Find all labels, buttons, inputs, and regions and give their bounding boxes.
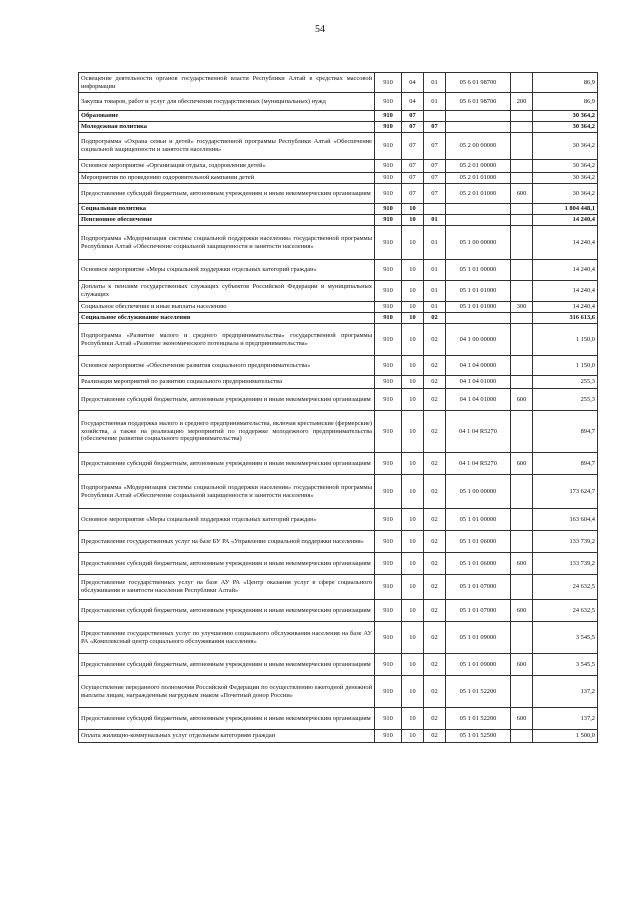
row-name: Предоставление субсидий бюджетным, автономным учреждениям и иным некоммерческим организациям xyxy=(79,654,375,676)
row-gr-code: 910 xyxy=(375,356,402,376)
row-sum: 24 632,5 xyxy=(533,575,598,600)
row-sum: 1 150,0 xyxy=(533,356,598,376)
row-vr-code xyxy=(511,376,533,389)
row-sum: 14 240,4 xyxy=(533,215,598,226)
row-pr-code: 02 xyxy=(424,654,446,676)
row-gr-code: 910 xyxy=(375,708,402,730)
row-cs-code xyxy=(446,215,511,226)
row-cs-code: 04 1 04 01000 xyxy=(446,376,511,389)
row-vr-code: 600 xyxy=(511,708,533,730)
row-rz-code: 10 xyxy=(402,475,424,509)
row-vr-code xyxy=(511,215,533,226)
row-cs-code: 05 6 01 98700 xyxy=(446,93,511,111)
row-sum: 894,7 xyxy=(533,453,598,475)
row-sum: 255,3 xyxy=(533,389,598,411)
row-cs-code: 05 1 01 52200 xyxy=(446,676,511,708)
row-pr-code: 02 xyxy=(424,509,446,531)
row-rz-code: 10 xyxy=(402,600,424,622)
row-rz-code: 07 xyxy=(402,122,424,133)
row-vr-code xyxy=(511,313,533,324)
row-pr-code: 01 xyxy=(424,93,446,111)
row-sum: 86,9 xyxy=(533,73,598,93)
row-name: Подпрограмма «Модернизация системы социальной поддержки населения» государственной программы Республики Алтай «Обеспечение социальной защищенности и занятости населения» xyxy=(79,475,375,509)
row-cs-code: 05 2 00 00000 xyxy=(446,133,511,160)
row-rz-code: 10 xyxy=(402,204,424,215)
row-cs-code: 05 1 00 00000 xyxy=(446,475,511,509)
row-name: Предоставление субсидий бюджетным, автономным учреждениям и иным некоммерческим организациям xyxy=(79,708,375,730)
row-cs-code: 05 1 01 01000 xyxy=(446,281,511,302)
row-vr-code: 300 xyxy=(511,302,533,313)
row-vr-code xyxy=(511,122,533,133)
row-vr-code xyxy=(511,575,533,600)
row-gr-code: 910 xyxy=(375,553,402,575)
row-pr-code: 01 xyxy=(424,226,446,260)
row-gr-code: 910 xyxy=(375,389,402,411)
row-vr-code xyxy=(511,111,533,122)
row-cs-code: 05 1 01 07000 xyxy=(446,575,511,600)
row-vr-code xyxy=(511,475,533,509)
row-sum: 24 632,5 xyxy=(533,600,598,622)
row-pr-code: 01 xyxy=(424,73,446,93)
row-gr-code: 910 xyxy=(375,600,402,622)
row-cs-code: 05 1 01 09000 xyxy=(446,654,511,676)
row-cs-code: 04 1 04 R5270 xyxy=(446,453,511,475)
row-sum: 163 604,4 xyxy=(533,509,598,531)
row-rz-code: 07 xyxy=(402,160,424,173)
table-row xyxy=(79,654,598,676)
row-gr-code: 910 xyxy=(375,184,402,204)
row-cs-code xyxy=(446,204,511,215)
row-cs-code: 05 1 01 52200 xyxy=(446,708,511,730)
row-pr-code: 02 xyxy=(424,676,446,708)
row-gr-code: 910 xyxy=(375,215,402,226)
page-number: 54 xyxy=(315,24,325,35)
row-gr-code: 910 xyxy=(375,122,402,133)
row-cs-code: 04 1 04 01000 xyxy=(446,389,511,411)
row-cs-code: 05 1 01 09000 xyxy=(446,622,511,654)
row-sum: 14 240,4 xyxy=(533,260,598,281)
table-row xyxy=(79,215,598,226)
row-gr-code: 910 xyxy=(375,93,402,111)
row-sum: 1 150,0 xyxy=(533,324,598,356)
row-pr-code: 02 xyxy=(424,708,446,730)
row-name: Основное мероприятие «Меры социальной поддержки отдельных категорий граждан» xyxy=(79,260,375,281)
row-gr-code: 910 xyxy=(375,531,402,553)
row-cs-code xyxy=(446,111,511,122)
table-row xyxy=(79,708,598,730)
table-row xyxy=(79,93,598,111)
row-cs-code: 05 1 01 06000 xyxy=(446,553,511,575)
table-row xyxy=(79,173,598,184)
row-gr-code: 910 xyxy=(375,453,402,475)
row-sum: 30 364,2 xyxy=(533,122,598,133)
row-pr-code: 02 xyxy=(424,356,446,376)
row-pr-code: 02 xyxy=(424,622,446,654)
row-cs-code: 05 1 01 52500 xyxy=(446,730,511,743)
row-name: Молодежная политика xyxy=(79,122,375,133)
row-sum: 137,2 xyxy=(533,676,598,708)
row-name: Доплаты к пенсиям государственных служащих субъектов Российской Федерации и муниципальных служащих xyxy=(79,281,375,302)
row-name: Подпрограмма «Развитие малого и среднего предпринимательства» государственной программы Республики Алтай «Развитие экономического потенциала и предпринимательства» xyxy=(79,324,375,356)
row-gr-code: 910 xyxy=(375,302,402,313)
row-name: Государственная поддержка малого и среднего предпринимательства, включая крестьянские (фермерские) хозяйства, а также на реализацию мероприятий по поддержке молодежного предпринимательства (обеспечение развития социального предпринимательства) xyxy=(79,411,375,453)
table-row xyxy=(79,133,598,160)
row-gr-code: 910 xyxy=(375,411,402,453)
row-cs-code: 05 2 01 00000 xyxy=(446,160,511,173)
table-row xyxy=(79,475,598,509)
row-name: Освещение деятельности органов государственной власти Республики Алтай в средствах массовой информации xyxy=(79,73,375,93)
row-pr-code: 07 xyxy=(424,173,446,184)
table-row xyxy=(79,575,598,600)
table-row xyxy=(79,453,598,475)
row-rz-code: 10 xyxy=(402,302,424,313)
row-rz-code: 10 xyxy=(402,389,424,411)
row-name: Основное мероприятие «Обеспечение развития социального предпринимательства» xyxy=(79,356,375,376)
row-name: Оплата жилищно-коммунальных услуг отдельным категориям граждан xyxy=(79,730,375,743)
row-pr-code: 02 xyxy=(424,600,446,622)
row-sum: 3 545,5 xyxy=(533,654,598,676)
row-name: Подпрограмма «Охрана семьи и детей» государственной программы Республики Алтай «Обеспечение социальной защищенности и занятости населения» xyxy=(79,133,375,160)
table-row xyxy=(79,111,598,122)
row-rz-code: 10 xyxy=(402,708,424,730)
row-cs-code xyxy=(446,313,511,324)
row-sum: 173 624,7 xyxy=(533,475,598,509)
row-pr-code: 02 xyxy=(424,411,446,453)
row-vr-code: 200 xyxy=(511,93,533,111)
row-pr-code xyxy=(424,204,446,215)
row-rz-code: 10 xyxy=(402,676,424,708)
row-vr-code xyxy=(511,509,533,531)
row-gr-code: 910 xyxy=(375,509,402,531)
row-name: Предоставление субсидий бюджетным, автономным учреждениям и иным некоммерческим организациям xyxy=(79,184,375,204)
row-vr-code xyxy=(511,676,533,708)
row-gr-code: 910 xyxy=(375,313,402,324)
row-sum: 3 545,5 xyxy=(533,622,598,654)
table-row xyxy=(79,204,598,215)
row-cs-code: 05 6 01 98700 xyxy=(446,73,511,93)
row-gr-code: 910 xyxy=(375,204,402,215)
row-name: Предоставление субсидий бюджетным, автономным учреждениям и иным некоммерческим организациям xyxy=(79,553,375,575)
row-gr-code: 910 xyxy=(375,260,402,281)
table-row xyxy=(79,676,598,708)
row-gr-code: 910 xyxy=(375,654,402,676)
row-gr-code: 910 xyxy=(375,575,402,600)
row-rz-code: 10 xyxy=(402,376,424,389)
table-row xyxy=(79,622,598,654)
row-rz-code: 10 xyxy=(402,730,424,743)
table-row xyxy=(79,122,598,133)
table-row xyxy=(79,730,598,743)
row-name: Предоставление субсидий бюджетным, автономным учреждениям и иным некоммерческим организациям xyxy=(79,453,375,475)
row-pr-code: 02 xyxy=(424,475,446,509)
row-name: Предоставление государственных услуг на базе БУ РА «Управление социальной поддержки населения» xyxy=(79,531,375,553)
row-cs-code: 04 1 04 00000 xyxy=(446,356,511,376)
row-name: Осуществление переданного полномочия Российской Федерации по осуществлению ежегодной денежной выплаты лицам, награжденным нагрудным знаком «Почетный донор России» xyxy=(79,676,375,708)
row-sum: 137,2 xyxy=(533,708,598,730)
row-rz-code: 07 xyxy=(402,184,424,204)
row-pr-code xyxy=(424,111,446,122)
row-name: Подпрограмма «Модернизация системы социальной поддержки населения» государственной программы Республики Алтай «Обеспечение социальной защищенности и занятости населения» xyxy=(79,226,375,260)
row-name: Основное мероприятие «Меры социальной поддержки отдельных категорий граждан» xyxy=(79,509,375,531)
table-row xyxy=(79,389,598,411)
table-row xyxy=(79,411,598,453)
row-vr-code xyxy=(511,324,533,356)
row-rz-code: 10 xyxy=(402,509,424,531)
row-cs-code: 04 1 00 00000 xyxy=(446,324,511,356)
row-rz-code: 10 xyxy=(402,356,424,376)
row-vr-code xyxy=(511,260,533,281)
row-gr-code: 910 xyxy=(375,111,402,122)
row-rz-code: 07 xyxy=(402,133,424,160)
row-vr-code: 600 xyxy=(511,600,533,622)
row-cs-code: 05 2 01 01000 xyxy=(446,184,511,204)
row-gr-code: 910 xyxy=(375,73,402,93)
row-rz-code: 07 xyxy=(402,111,424,122)
row-name: Социальная политика xyxy=(79,204,375,215)
row-pr-code: 07 xyxy=(424,122,446,133)
row-sum: 14 240,4 xyxy=(533,226,598,260)
row-rz-code: 10 xyxy=(402,313,424,324)
row-sum: 255,3 xyxy=(533,376,598,389)
row-vr-code xyxy=(511,730,533,743)
row-rz-code: 10 xyxy=(402,553,424,575)
row-pr-code: 02 xyxy=(424,376,446,389)
row-rz-code: 10 xyxy=(402,215,424,226)
row-sum: 133 739,2 xyxy=(533,553,598,575)
row-pr-code: 07 xyxy=(424,133,446,160)
row-cs-code xyxy=(446,122,511,133)
table-row xyxy=(79,324,598,356)
row-gr-code: 910 xyxy=(375,676,402,708)
row-pr-code: 07 xyxy=(424,184,446,204)
row-gr-code: 910 xyxy=(375,324,402,356)
row-gr-code: 910 xyxy=(375,173,402,184)
table-row xyxy=(79,531,598,553)
row-pr-code: 02 xyxy=(424,575,446,600)
row-sum: 14 240,4 xyxy=(533,302,598,313)
row-pr-code: 01 xyxy=(424,302,446,313)
table-body xyxy=(79,73,598,743)
row-sum: 1 804 448,1 xyxy=(533,204,598,215)
row-rz-code: 04 xyxy=(402,93,424,111)
row-cs-code: 04 1 04 R5270 xyxy=(446,411,511,453)
row-cs-code: 05 1 01 07000 xyxy=(446,600,511,622)
row-gr-code: 910 xyxy=(375,160,402,173)
row-cs-code: 05 1 01 01000 xyxy=(446,302,511,313)
table-row xyxy=(79,226,598,260)
row-rz-code: 04 xyxy=(402,73,424,93)
row-pr-code: 07 xyxy=(424,160,446,173)
row-vr-code: 600 xyxy=(511,553,533,575)
row-sum: 1 500,0 xyxy=(533,730,598,743)
row-pr-code: 02 xyxy=(424,553,446,575)
table-row xyxy=(79,302,598,313)
table-row xyxy=(79,376,598,389)
row-name: Реализация мероприятий по развитию социального предпринимательства xyxy=(79,376,375,389)
row-name: Мероприятия по проведению оздоровительной кампании детей xyxy=(79,173,375,184)
row-vr-code xyxy=(511,226,533,260)
row-name: Предоставление государственных услуг по улучшению социального обслуживания населения на базе АУ РА «Комплексный центр социального обслуживания населения» xyxy=(79,622,375,654)
row-rz-code: 10 xyxy=(402,226,424,260)
row-vr-code xyxy=(511,133,533,160)
row-name: Основное мероприятие «Организация отдыха, оздоровления детей» xyxy=(79,160,375,173)
row-rz-code: 10 xyxy=(402,411,424,453)
row-sum: 894,7 xyxy=(533,411,598,453)
row-pr-code: 02 xyxy=(424,313,446,324)
row-rz-code: 10 xyxy=(402,453,424,475)
row-gr-code: 910 xyxy=(375,226,402,260)
row-gr-code: 910 xyxy=(375,376,402,389)
row-name: Закупка товаров, работ и услуг для обеспечения государственных (муниципальных) нужд xyxy=(79,93,375,111)
row-vr-code xyxy=(511,173,533,184)
row-pr-code: 02 xyxy=(424,389,446,411)
table-row xyxy=(79,509,598,531)
row-sum: 316 613,6 xyxy=(533,313,598,324)
row-cs-code: 05 1 01 00000 xyxy=(446,509,511,531)
table-row xyxy=(79,553,598,575)
row-name: Социальное обслуживание населения xyxy=(79,313,375,324)
row-pr-code: 02 xyxy=(424,324,446,356)
row-sum: 30 364,2 xyxy=(533,133,598,160)
row-vr-code: 600 xyxy=(511,389,533,411)
row-rz-code: 10 xyxy=(402,531,424,553)
row-name: Предоставление субсидий бюджетным, автономным учреждениям и иным некоммерческим организациям xyxy=(79,389,375,411)
row-pr-code: 01 xyxy=(424,260,446,281)
row-cs-code: 05 1 01 06000 xyxy=(446,531,511,553)
row-sum: 133 739,2 xyxy=(533,531,598,553)
table-row xyxy=(79,184,598,204)
row-name: Предоставление государственных услуг на базе АУ РА «Центр оказания услуг в сфере социального обслуживания и занятости населения Республики Алтай» xyxy=(79,575,375,600)
row-cs-code: 05 1 01 00000 xyxy=(446,260,511,281)
row-vr-code xyxy=(511,356,533,376)
row-gr-code: 910 xyxy=(375,730,402,743)
row-pr-code: 01 xyxy=(424,281,446,302)
row-pr-code: 02 xyxy=(424,730,446,743)
row-name: Социальное обеспечение и иные выплаты населению xyxy=(79,302,375,313)
row-gr-code: 910 xyxy=(375,281,402,302)
row-sum: 30 364,2 xyxy=(533,173,598,184)
row-rz-code: 10 xyxy=(402,654,424,676)
row-sum: 14 240,4 xyxy=(533,281,598,302)
row-gr-code: 910 xyxy=(375,133,402,160)
row-name: Пенсионное обеспечение xyxy=(79,215,375,226)
row-vr-code xyxy=(511,204,533,215)
row-gr-code: 910 xyxy=(375,622,402,654)
row-vr-code xyxy=(511,411,533,453)
row-pr-code: 02 xyxy=(424,453,446,475)
row-sum: 30 364,2 xyxy=(533,111,598,122)
row-rz-code: 10 xyxy=(402,324,424,356)
row-name: Образование xyxy=(79,111,375,122)
row-vr-code: 600 xyxy=(511,184,533,204)
row-rz-code: 10 xyxy=(402,281,424,302)
row-vr-code xyxy=(511,73,533,93)
row-pr-code: 01 xyxy=(424,215,446,226)
table-row xyxy=(79,356,598,376)
row-name: Предоставление субсидий бюджетным, автономным учреждениям и иным некоммерческим организациям xyxy=(79,600,375,622)
row-vr-code: 600 xyxy=(511,453,533,475)
row-gr-code: 910 xyxy=(375,475,402,509)
row-rz-code: 10 xyxy=(402,622,424,654)
table-row xyxy=(79,313,598,324)
table-row xyxy=(79,260,598,281)
table-row xyxy=(79,600,598,622)
row-vr-code: 600 xyxy=(511,654,533,676)
row-vr-code xyxy=(511,622,533,654)
budget-table xyxy=(78,72,598,743)
row-rz-code: 10 xyxy=(402,575,424,600)
row-sum: 30 364,2 xyxy=(533,184,598,204)
table-row xyxy=(79,73,598,93)
row-rz-code: 07 xyxy=(402,173,424,184)
row-rz-code: 10 xyxy=(402,260,424,281)
row-cs-code: 05 2 01 01000 xyxy=(446,173,511,184)
row-vr-code xyxy=(511,281,533,302)
table-row xyxy=(79,160,598,173)
row-sum: 30 364,2 xyxy=(533,160,598,173)
row-vr-code xyxy=(511,160,533,173)
row-sum: 86,9 xyxy=(533,93,598,111)
row-vr-code xyxy=(511,531,533,553)
row-cs-code: 05 1 00 00000 xyxy=(446,226,511,260)
table-row xyxy=(79,281,598,302)
row-pr-code: 02 xyxy=(424,531,446,553)
